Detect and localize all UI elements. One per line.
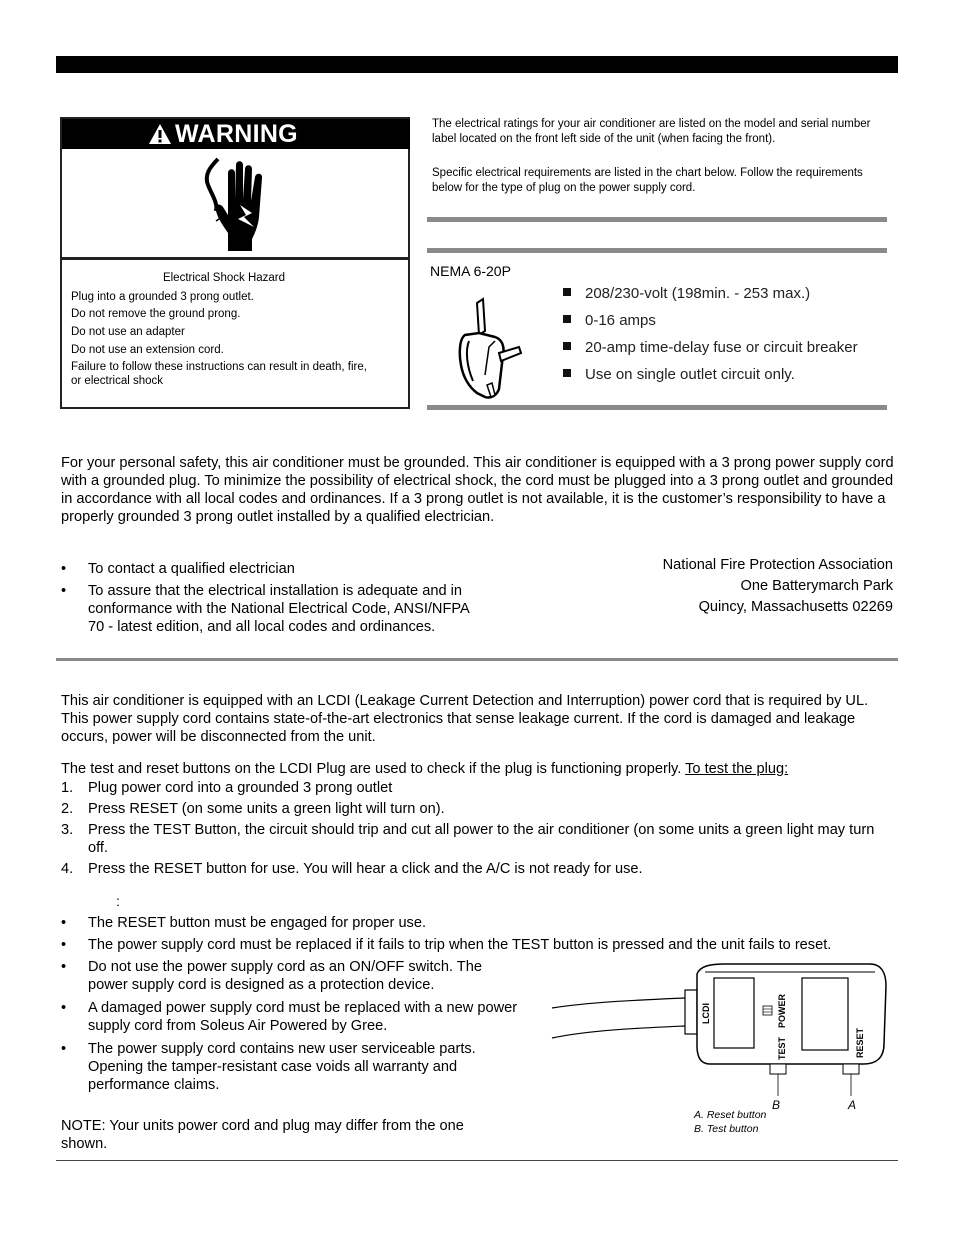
footer-rule xyxy=(56,1160,898,1161)
list-item: 1. Plug power cord into a grounded 3 prong outlet xyxy=(61,780,393,796)
warning-line: Plug into a grounded 3 prong outlet. xyxy=(71,291,254,303)
hazard-title: Electrical Shock Hazard xyxy=(162,272,286,284)
chart-top-rule xyxy=(427,217,887,222)
test-intro xyxy=(61,760,896,778)
list-item: 2. Press RESET (on some units a green light will turn on). xyxy=(61,801,445,817)
grounding-paragraph: For your personal safety, this air conditioner must be grounded. This air conditioner is equipped with a 3 prong power supply cord with a grounded plug. To minimize the possibility of electrical shock, the cord must be plugged into a 3 prong outlet and grounded in accordance with all local codes and ordinances. If a 3 prong outlet is not available, it is the customer’s responsibility to have a properly grounded 3 prong outlet installed by a qualified electrician. xyxy=(61,455,894,525)
list-item: • The power supply cord contains new user serviceable parts. Opening the tamper-resistant case voids all warranty and performance claims. xyxy=(61,1041,476,1093)
warning-line: Do not use an extension cord. xyxy=(71,344,224,356)
list-item: 3. Press the TEST Button, the circuit should trip and cut all power to the air conditioner (on some units a green light may turn off. xyxy=(61,822,875,856)
plug-test-label: TEST xyxy=(777,1036,787,1060)
caption-reset: A. Reset button xyxy=(694,1109,767,1121)
list-item: • Do not use the power supply cord as an ON/OFF switch. The power supply cord is designed as a protection device. xyxy=(61,959,482,993)
lcdi-paragraph: This air conditioner is equipped with an LCDI (Leakage Current Detection and Interruption) power cord that is required by UL. This power supply cord contains state-of-the-art electronics that sense leakage current. If the cord is damaged and leakage occurs, power will be disconnected from the unit. xyxy=(61,693,869,745)
plug-power-label: POWER xyxy=(777,993,787,1028)
chart-bottom-rule xyxy=(427,405,887,410)
warning-line: Failure to follow these instructions can result in death, fire, or electrical shock xyxy=(71,361,367,387)
warning-triangle-icon xyxy=(148,123,172,145)
reset-button[interactable] xyxy=(843,1064,859,1074)
section-rule xyxy=(56,658,898,661)
list-item: • A damaged power supply cord must be replaced with a new power supply cord from Soleus Air Powered by Gree. xyxy=(61,1000,518,1034)
spec-item: 20-amp time-delay fuse or circuit breaker xyxy=(563,339,858,356)
notes-list-narrow xyxy=(61,958,519,1094)
test-plug-heading: To test the plug: xyxy=(685,761,789,777)
caption-test: B. Test button xyxy=(694,1123,759,1135)
list-item: • The RESET button must be engaged for proper use. xyxy=(61,915,427,931)
address-line: National Fire Protection Association xyxy=(662,557,893,573)
list-item: 4. Press the RESET button for use. You will hear a click and the A/C is not ready for use. xyxy=(61,861,643,877)
callout-b: B xyxy=(772,1098,781,1112)
spec-item: Use on single outlet circuit only. xyxy=(563,366,795,383)
bullet-square-icon xyxy=(563,342,571,350)
callout-a: A xyxy=(848,1098,857,1112)
bullet-square-icon xyxy=(563,369,571,377)
test-steps xyxy=(61,779,896,878)
warning-line: Do not use an adapter xyxy=(71,326,185,338)
test-intro-text: The test and reset buttons on the LCDI Plug are used to check if the plug is functioning properly. xyxy=(61,761,682,777)
notes-colon: : xyxy=(116,893,120,909)
electrician-list xyxy=(61,560,481,636)
nema-plug-icon xyxy=(455,295,525,401)
nema-label: NEMA 6-20P xyxy=(430,263,511,279)
list-item: • To contact a qualified electrician xyxy=(61,561,295,577)
header-bar xyxy=(56,56,898,73)
notes-list xyxy=(61,914,896,954)
ratings-paragraph: The electrical ratings for your air conditioner are listed on the model and serial number label located on the front left side of the unit (when facing the front). xyxy=(432,118,871,145)
bullet-square-icon xyxy=(563,288,571,296)
list-item: • To assure that the electrical installation is adequate and in conformance with the National Electrical Code, ANSI/NFPA 70 - latest edition, and all local codes and ordinances. xyxy=(61,583,469,635)
test-button[interactable] xyxy=(770,1064,786,1074)
spec-item: 0-16 amps xyxy=(563,312,656,329)
warning-title-text: WARNING xyxy=(175,119,298,148)
plug-reset-label: RESET xyxy=(855,1027,865,1058)
bullet-square-icon xyxy=(563,315,571,323)
warning-separator xyxy=(62,257,410,260)
list-item: • The power supply cord must be replaced if it fails to trip when the TEST button is pressed and the unit fails to reset. xyxy=(61,937,832,953)
requirements-paragraph: Specific electrical requirements are listed in the chart below. Follow the requirements below for the type of plug on the power supply cord. xyxy=(432,167,863,194)
address-line: One Batterymarch Park xyxy=(740,578,893,594)
warning-line: Do not remove the ground prong. xyxy=(71,308,241,320)
address-line: Quincy, Massachusetts 02269 xyxy=(698,599,893,615)
cord-note: NOTE: Your units power cord and plug may differ from the one shown. xyxy=(61,1118,464,1152)
plug-lcdi-label: LCDI xyxy=(701,1003,711,1024)
chart-header-rule xyxy=(427,248,887,253)
lcdi-plug-figure xyxy=(550,960,895,1140)
warning-title xyxy=(148,119,298,149)
nfpa-address xyxy=(663,555,893,618)
spec-item: 208/230-volt (198min. - 253 max.) xyxy=(563,285,810,302)
shock-hand-icon xyxy=(188,155,280,253)
